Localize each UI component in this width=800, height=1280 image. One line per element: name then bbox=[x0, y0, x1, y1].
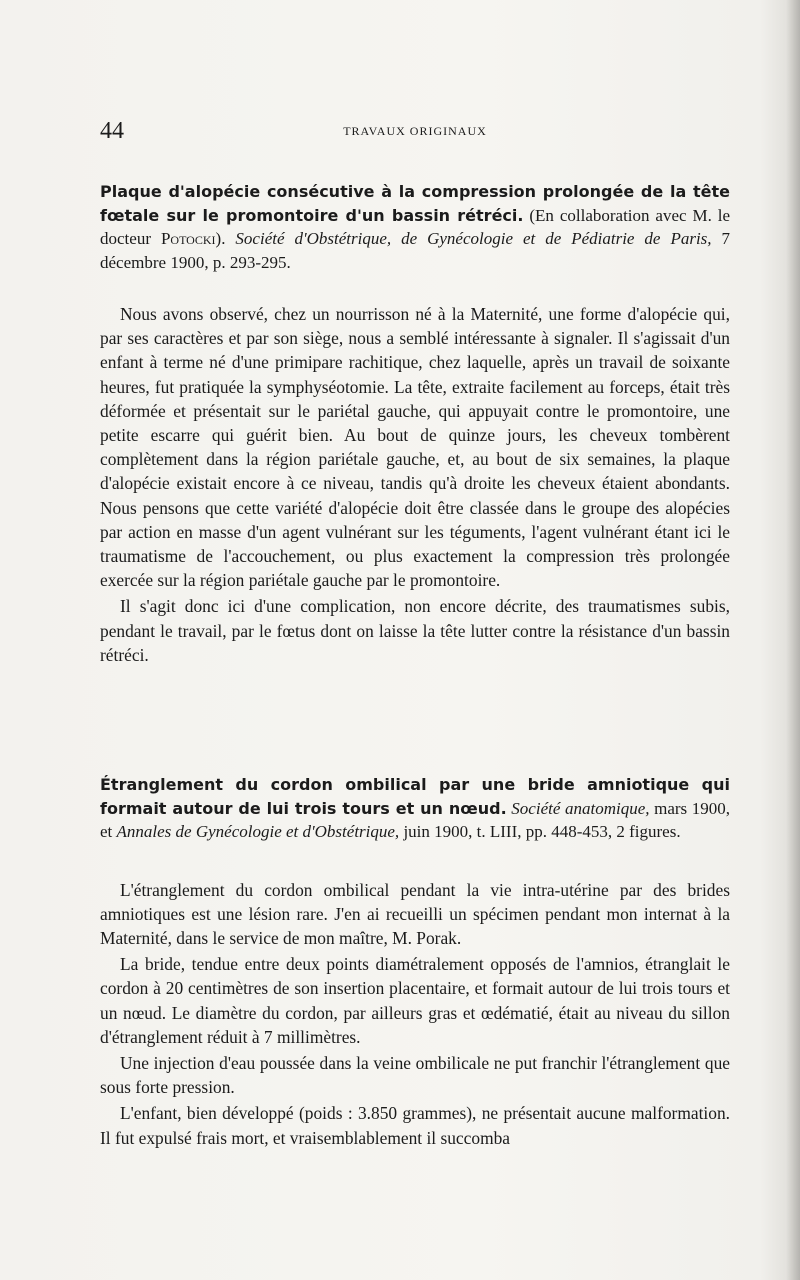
entry-heading bbox=[100, 180, 730, 274]
page-edge-shadow bbox=[786, 0, 800, 1280]
paragraph: Il s'agit donc ici d'une complication, non encore décrite, des traumatismes subis, pendant le travail, par le fœtus dont on laisse la tête lutter contre la résistance d'un bassin rétréci. bbox=[100, 596, 730, 665]
entry-heading bbox=[100, 773, 730, 844]
collaborator-name: Potocki bbox=[160, 229, 216, 248]
entry-title: Étranglement du cordon ombilical par une bride amniotique qui formait autour de lui trois tours et un nœud. bbox=[100, 775, 730, 818]
running-title: TRAVAUX ORIGINAUX bbox=[343, 124, 487, 138]
entry-body bbox=[100, 302, 730, 667]
entry-title: Plaque d'alopécie consécutive à la compression prolongée de la tête fœtale sur le promontoire d'un bassin rétréci. bbox=[100, 182, 730, 225]
paragraph: Nous avons observé, chez un nourrisson né à la Maternité, une forme d'alopécie qui, par ses caractères et par son siège, nous a semblé intéressante à signaler. Il s'agissait d'un enfant à terme né d'une primipare rachitique, chez laquelle, après un travail de soixante heures, fut pratiquée la symphyséotomie. La tête, extraite facilement au forceps, était très déformée et présentait sur le pariétal gauche, qui appuyait contre le promontoire, une petite escarre qui guérit bien. Au bout de quinze jours, les cheveux tombèrent complètement dans la région pariétale gauche, et, au bout de six semaines, la plaque d'alopécie existait encore à ce niveau, tandis qu'à droite les cheveux étaient abondants. Nous pensons que cette variété d'alopécie doit être classée dans le groupe des alopécies par action en masse d'un agent vulnérant sur les téguments, l'agent vulnérant étant ici le traumatisme de l'accouchement, ou plus exactement la compression très prolongée exercée sur la région pariétale gauche par le promontoire. bbox=[100, 304, 730, 591]
collaboration-note: (En collaboration avec M. le docteur Potocki). bbox=[100, 205, 730, 248]
journal-name: Société d'Obstétrique, de Gynécologie et de Pédiatrie de Paris, bbox=[235, 229, 712, 248]
page-header bbox=[100, 116, 730, 146]
paragraph: L'étranglement du cordon ombilical pendant la vie intra-utérine par des brides amniotiques est une lésion rare. J'en ai recueilli un spécimen pendant mon internat à la Maternité, dans le service de mon maître, M. Porak. bbox=[100, 879, 730, 948]
page-number: 44 bbox=[100, 118, 124, 144]
paragraph: La bride, tendue entre deux points diamétralement opposés de l'amnios, étranglait le cordon à 20 centimètres de son insertion placentaire, et formait autour de lui trois tours et un nœud. Le diamètre du cordon, par ailleurs gras et œdématié, était au niveau du sillon d'étranglement réduit à 7 millimètres. bbox=[100, 954, 730, 1047]
paragraph: Une injection d'eau poussée dans la veine ombilicale ne put franchir l'étranglement que sous forte pression. bbox=[100, 1052, 730, 1098]
bibliography-entry bbox=[100, 773, 730, 1150]
journal-name: Annales de Gynécologie et d'Obstétrique, bbox=[116, 822, 400, 841]
entry-body bbox=[100, 878, 730, 1150]
citation-details: 7 décembre 1900, p. 293-295. bbox=[100, 229, 731, 272]
journal-name: Société anatomique, bbox=[511, 798, 650, 818]
citation-details: mars 1900, et bbox=[100, 798, 731, 841]
bibliography-entry bbox=[100, 180, 730, 667]
paragraph: L'enfant, bien développé (poids : 3.850 grammes), ne présentait aucune malformation. Il fut expulsé frais mort, et vraisemblablement il succomba bbox=[100, 1103, 730, 1148]
citation-details: juin 1900, t. LIII, pp. 448-453, 2 figures. bbox=[403, 822, 681, 841]
